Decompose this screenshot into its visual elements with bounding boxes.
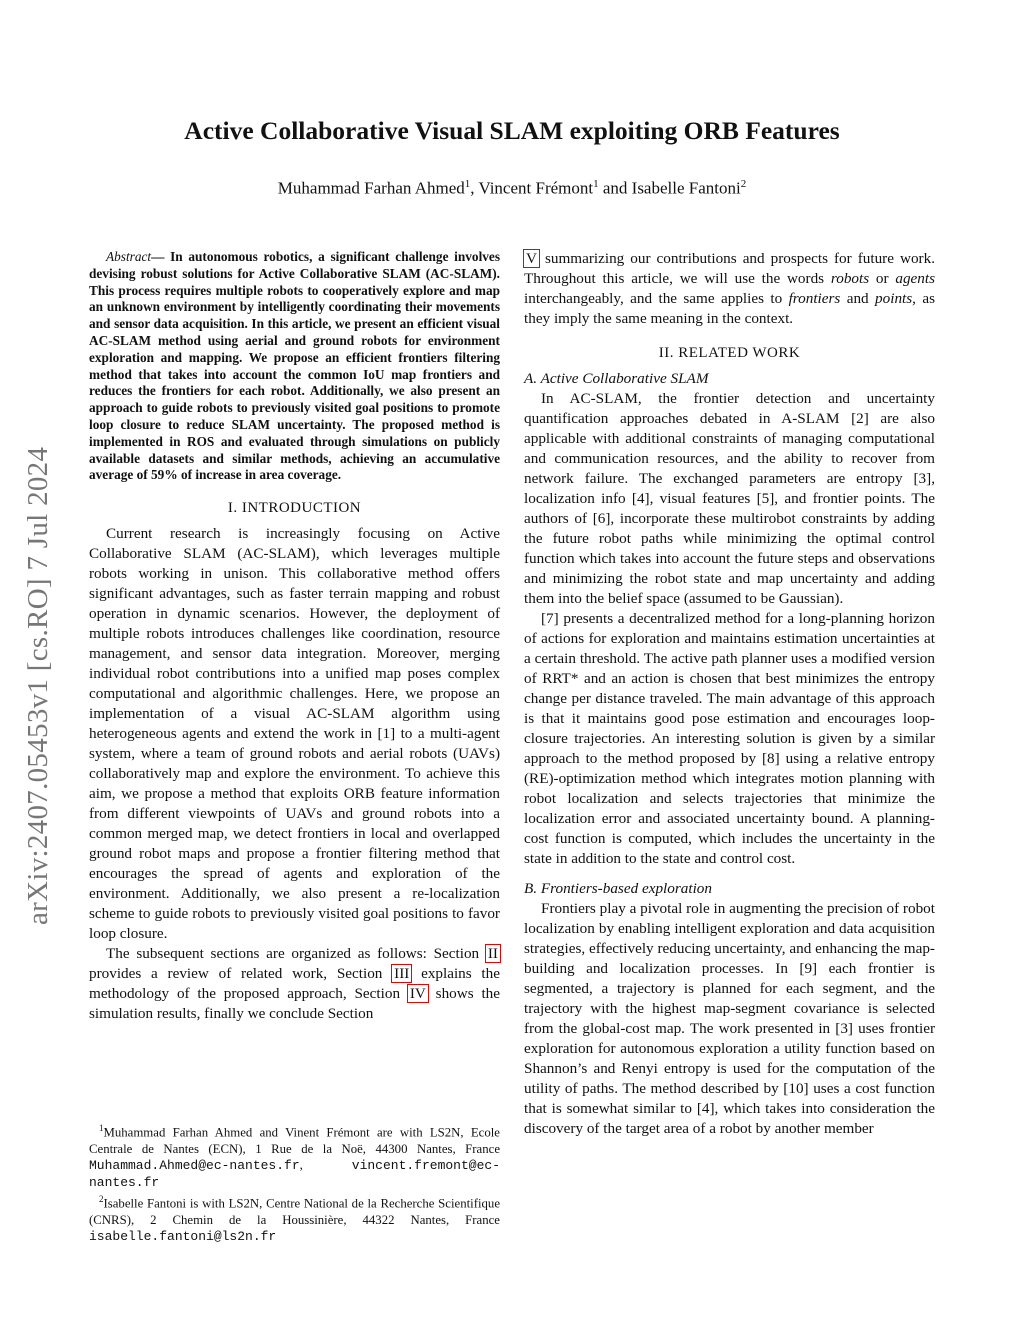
subsection-heading: B. Frontiers-based exploration — [524, 880, 712, 897]
paragraph — [524, 609, 935, 869]
footnote-text: Isabelle Fantoni is with LS2N, Centre National de la Recherche Scientifique (CNRS), 2 Chemin de la Houssinière, 44322 Nantes, France — [89, 1196, 500, 1228]
paragraph — [89, 524, 500, 944]
paragraph — [524, 389, 935, 609]
paragraph-text: Current research is increasingly focusing on Active Collaborative SLAM (AC-SLAM), which leverages multiple robots working in unison. This collaborative method offers significant advantages, such as faster terrain mapping and robust operation in dynamic scenarios. However, the deployment of multiple robots introduces challenges like coordination, resource management, and sensor data integration. Moreover, merging individual robot contributions into a unified map poses complex computational and algorithmic challenges. Here, we propose an implementation of a visual AC-SLAM algorithm using heterogeneous agents and extend the work in [1] to a multi-agent system, where a team of ground robots and aerial robots (UAVs) collaboratively map and explore the environment. To achieve this aim, we propose a method that exploits ORB feature information from different viewpoints of UAVs and ground robots into a common merged map, we detect frontiers in local and overlapped ground robot maps and propose a frontier filtering method that encourages the spread of agents and exploration of the environment. Additionally, we also present a re-localization scheme to guide robots to previously visited goal positions to favor loop closure. — [89, 525, 500, 943]
paragraph — [524, 249, 935, 329]
author-name: Isabelle Fantoni — [631, 178, 741, 198]
paragraph-text: and — [840, 290, 876, 307]
section-heading: II. RELATED WORK — [658, 345, 801, 361]
separator: and — [598, 178, 632, 198]
footnotes — [89, 1120, 500, 1246]
footnote-mark: 2 — [99, 1194, 104, 1205]
paragraph-text: Frontiers play a pivotal role in augmenting the precision of robot localization by enabling intelligent exploration and data acquisition strategies, effectively reducing uncertainty, and enhancing the map-building and localization processes. In [9] each frontier is segmented, a trajectory is planned for each segment, and the trajectory with the highest map-segment covariance is selected from the global-cost map. The work presented in [3] uses frontier exploration for autonomous exploration a utility function based on Shannon’s and Renyi entropy is used for the computation of the utility of paths. The method described by [10] uses a cost function that is somewhat similar to [4], which takes into consideration the discovery of the target area of a robot by another member — [524, 900, 935, 1137]
footnote-text: Muhammad Farhan Ahmed and Vinent Frémont are with LS2N, Ecole Centrale de Nantes (ECN), 1 Rue de la Noë, 44300 Nantes, France — [89, 1125, 500, 1156]
emphasized-text: robots — [830, 270, 870, 287]
paragraph-text: or — [869, 270, 896, 287]
section-reference-link[interactable]: III — [394, 965, 410, 983]
emphasized-text: frontiers — [788, 290, 841, 307]
separator: , — [299, 1157, 352, 1172]
footnote — [89, 1120, 500, 1191]
paragraph-text: shows the simulation results, finally we conclude Section — [89, 985, 501, 1023]
separator: , — [470, 178, 479, 198]
left-body — [89, 498, 500, 1024]
author-name: Vincent Frémont — [478, 178, 594, 198]
paragraph-text: The subsequent sections are organized as follows: Section — [106, 945, 486, 963]
paragraph-text: , as they imply the same meaning in the context. — [524, 290, 935, 327]
right-column — [524, 249, 935, 1139]
abstract — [89, 249, 500, 484]
email-link[interactable]: vincent.fremont@ec-nantes.fr — [89, 1157, 500, 1191]
arxiv-identifier: arXiv:2407.05453v1 [cs.RO] 7 Jul 2024 — [22, 446, 54, 925]
paragraph-text: [7] presents a decentralized method for a long-planning horizon of actions for exploration and maintains estimation uncertainties at a certain threshold. The active path planner uses a modified version of RRT* and an action is chosen that best minimizes the entropy change per distance traveled. The main advantage of this approach is that it maintains good pose estimation and encourages loop-closure trajectories. An interesting solution is given by a similar approach to the method proposed by [8] using a relative entropy (RE)-optimization method which integrates motion planning with robot localization and selects trajectories that minimize the localization error and associated uncertainty bound. A planning-cost function is computed, which includes the uncertainty in the state in addition to the state and control cost. — [524, 610, 935, 867]
paragraph-text: explains the methodology of the proposed approach, Section — [89, 965, 500, 1003]
paragraph-text: In AC-SLAM, the frontier detection and uncertainty quantification approaches debated in A-SLAM [2] are also applicable with additional constraints of managing computational and communication resources, and the ability to recover from network failure. The exchanged parameters are entropy [3], localization info [4], visual features [5], and frontier points. The authors of [6], incorporate these multirobot constraints by adding the future robot paths while minimizing the optimal control function which takes into account the future steps and observations and minimizing the robot state and map uncertainty and adding them into the belief space (assumed to be Gaussian). — [524, 390, 935, 607]
paragraph-text: summarizing our contributions and prospects for future work. Throughout this article, we will use the words — [524, 250, 935, 287]
left-column — [89, 249, 500, 1024]
footnote — [89, 1191, 500, 1245]
paragraph-text: provides a review of related work, Section — [89, 965, 393, 983]
section-reference-link[interactable]: II — [487, 945, 498, 963]
emphasized-text: points — [875, 290, 913, 307]
paragraph — [89, 944, 500, 1024]
paper-title: Active Collaborative Visual SLAM exploiting ORB Features — [184, 116, 840, 145]
section-reference-link[interactable]: V — [526, 250, 537, 267]
abstract-text: — In autonomous robotics, a significant challenge involves devising robust solutions for Active Collaborative SLAM (AC-SLAM). This process requires multiple robots to cooperatively explore and map an unknown environment by intelligently coordinating their movements and sensor data acquisition. In this article, we present an efficient visual AC-SLAM method using aerial and ground robots for environment exploration and mapping. We propose an efficient frontiers filtering method that takes into account the common IoU map frontiers and reduces the frontiers for each robot. Additionally, we also present an approach to guide robots to previously visited goal positions to promote loop closure to reduce SLAM uncertainty. The proposed method is implemented in ROS and evaluated through simulations on publicly available datasets and similar methods, achieving an accumulative average of 59% of increase in area coverage. — [89, 249, 500, 483]
email-link[interactable]: isabelle.fantoni@ls2n.fr — [89, 1229, 277, 1245]
emphasized-text: agents — [895, 270, 936, 287]
section-reference-link[interactable]: IV — [409, 985, 426, 1003]
affiliation-mark: 2 — [740, 178, 747, 190]
footnote-mark: 1 — [99, 1123, 104, 1133]
subsection-heading: A. Active Collaborative SLAM — [524, 370, 709, 387]
section-heading: I. INTRODUCTION — [227, 500, 362, 517]
paragraph-text: interchangeably, and the same applies to — [524, 290, 789, 307]
paragraph — [524, 899, 935, 1139]
author-name: Muhammad Farhan Ahmed — [277, 178, 465, 198]
spacer — [524, 869, 935, 879]
affiliation-mark: 1 — [593, 178, 599, 190]
author-list — [0, 178, 1024, 199]
affiliation-mark: 1 — [464, 178, 471, 190]
abstract-label: Abstract — [106, 249, 152, 264]
email-link[interactable]: Muhammad.Ahmed@ec-nantes.fr — [89, 1157, 300, 1173]
